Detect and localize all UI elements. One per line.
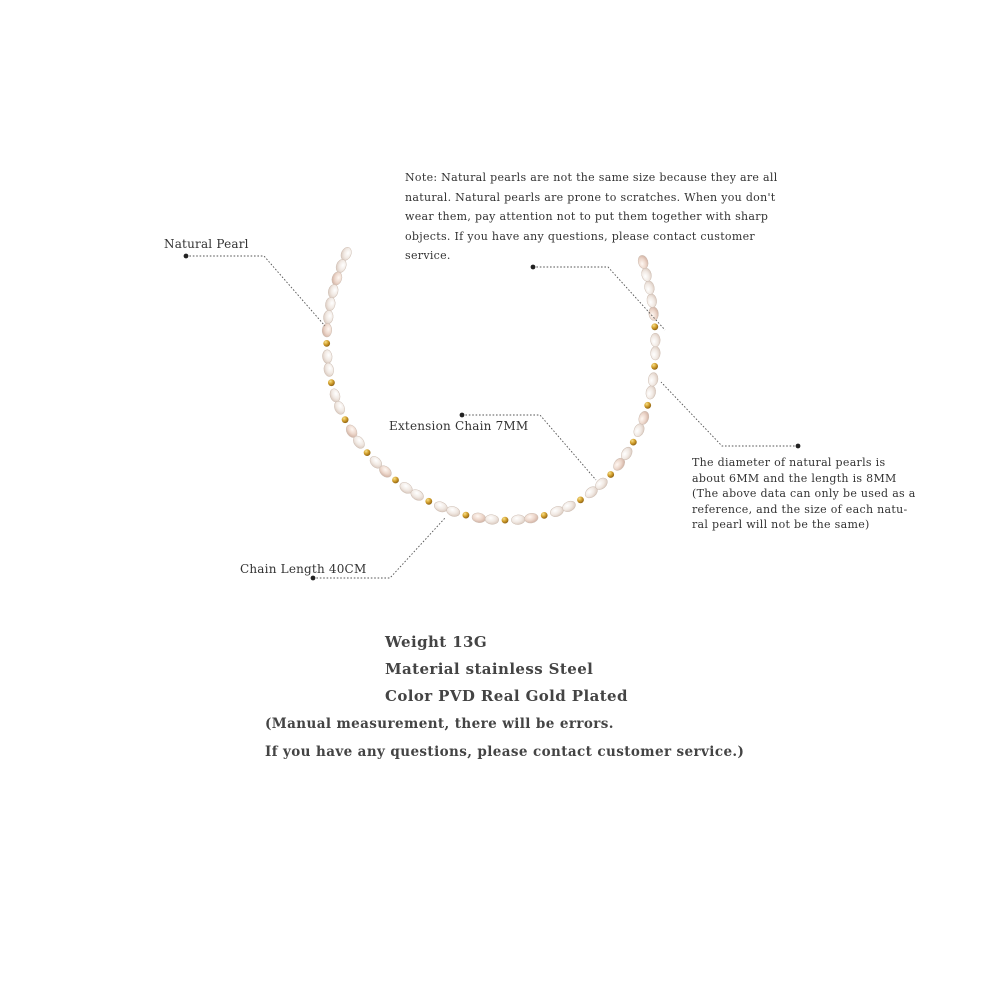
- gold-spacer-bead: [425, 498, 432, 505]
- spec-weight: Weight 13G: [385, 633, 488, 651]
- pearl-bead: [322, 349, 333, 363]
- gold-spacer-bead: [364, 449, 371, 456]
- size-line: about 6MM and the length is 8MM: [692, 471, 897, 485]
- spec-material: Material stainless Steel: [385, 660, 594, 678]
- pearl-bead: [524, 512, 539, 524]
- pearl-bead: [645, 385, 657, 400]
- note-line: service.: [405, 249, 451, 262]
- spec-color: Color PVD Real Gold Plated: [385, 687, 628, 705]
- pearl-bead: [445, 505, 461, 518]
- pearl-bead: [330, 271, 343, 287]
- size-line: (The above data can only be used as a: [692, 487, 916, 500]
- leader-natural-pearl: [186, 256, 325, 326]
- pearl-bead: [637, 410, 651, 426]
- note-paragraph: [405, 168, 778, 266]
- note-line: wear them, pay attention not to put them together with sharp: [405, 210, 769, 223]
- leader-diameter: [661, 382, 798, 446]
- pearl-size-paragraph: [692, 455, 916, 533]
- pearl-bead: [433, 500, 449, 514]
- pearl-bead: [323, 310, 334, 325]
- gold-spacer-bead: [323, 340, 330, 347]
- gold-spacer-bead: [328, 379, 335, 386]
- pearl-bead: [640, 267, 653, 283]
- pearl-bead: [485, 514, 499, 525]
- pearl-bead: [646, 293, 658, 308]
- label-natural-pearl: Natural Pearl: [164, 237, 249, 251]
- note-line: natural. Natural pearls are prone to scratches. When you don't: [405, 190, 776, 204]
- note-line: objects. If you have any questions, please contact customer: [405, 229, 755, 243]
- label-extension-chain: Extension Chain 7MM: [389, 419, 529, 433]
- pearl-bead: [323, 362, 335, 377]
- gold-spacer-bead: [607, 471, 614, 478]
- gold-spacer-bead: [392, 477, 399, 484]
- gold-spacer-bead: [651, 363, 658, 370]
- note-line: Note: Natural pearls are not the same size because they are all: [405, 171, 778, 184]
- pearl-bead: [327, 283, 340, 299]
- pearl-bead: [322, 323, 332, 337]
- size-line: reference, and the size of each natu-: [692, 502, 908, 516]
- pearl-bead: [650, 333, 660, 347]
- callout-dot-diameter: [796, 444, 801, 449]
- pearl-bead: [328, 387, 341, 403]
- size-line: ral pearl will not be the same): [692, 518, 870, 531]
- pearl-bead: [643, 280, 655, 295]
- pearl-bead: [471, 512, 486, 524]
- pearl-bead: [332, 400, 346, 416]
- pearl-bead: [650, 346, 660, 360]
- gold-spacer-bead: [630, 439, 637, 446]
- callout-dot-natural-pearl: [184, 254, 189, 259]
- label-chain-length: Chain Length 40CM: [240, 562, 367, 576]
- gold-spacer-bead: [577, 497, 584, 504]
- disclaimer-line-2: If you have any questions, please contact customer service.): [265, 744, 745, 760]
- pearl-necklace-chain: [322, 246, 661, 525]
- gold-spacer-bead: [463, 512, 470, 519]
- gold-spacer-bead: [502, 517, 509, 524]
- pearl-bead: [647, 372, 658, 387]
- size-line: The diameter of natural pearls is: [692, 456, 886, 469]
- disclaimer-line-1: (Manual measurement, there will be errors.: [265, 716, 614, 732]
- gold-spacer-bead: [342, 416, 349, 423]
- callout-dot-extension-chain: [460, 413, 465, 418]
- pearl-bead: [324, 297, 336, 312]
- pearl-bead: [511, 514, 525, 525]
- gold-spacer-bead: [644, 402, 651, 409]
- callout-dot-chain-length: [311, 576, 316, 581]
- gold-spacer-bead: [541, 512, 548, 519]
- gold-spacer-bead: [651, 323, 658, 330]
